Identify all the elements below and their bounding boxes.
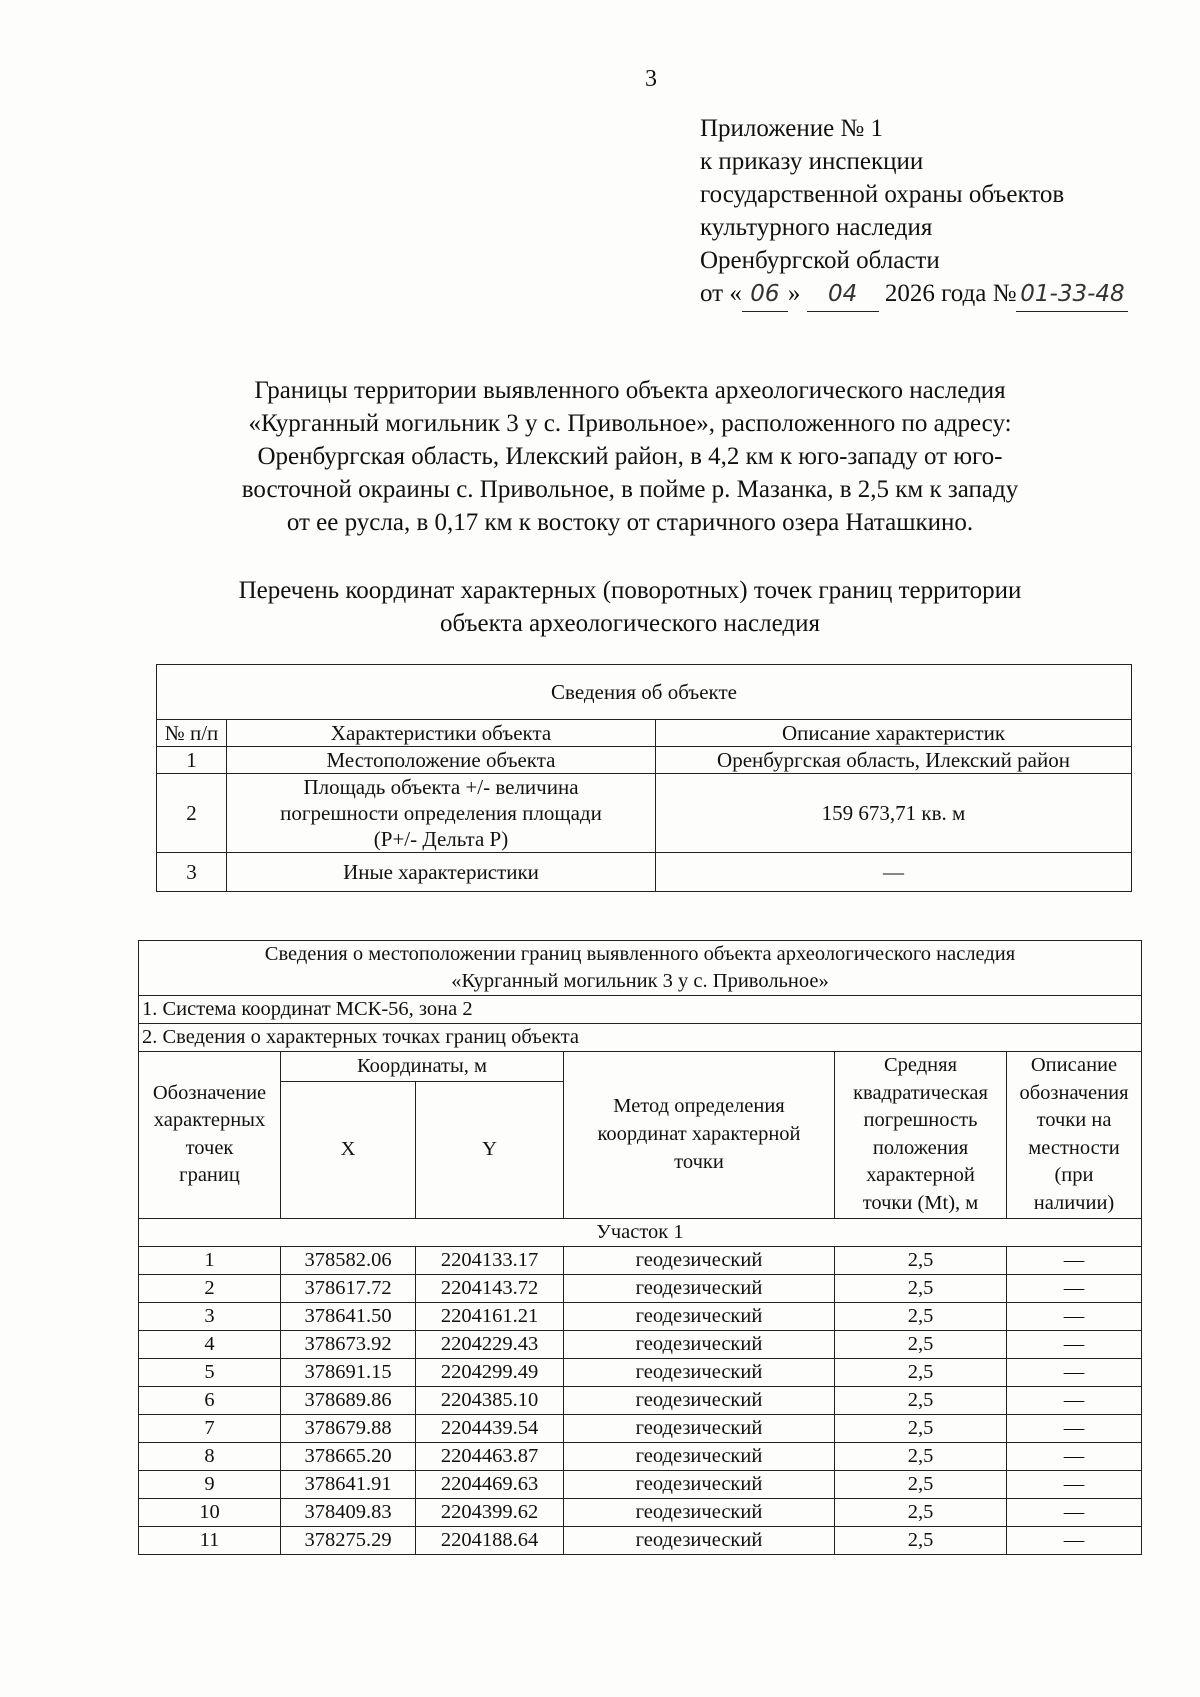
header-line: местности [1028, 1136, 1120, 1159]
row-name-line: (Р+/- Дельта Р) [373, 827, 509, 851]
row-value: 159 673,71 кв. м [656, 774, 1132, 853]
table-row [139, 1386, 1142, 1414]
method: геодезический [564, 1442, 835, 1470]
mean-error: 2,5 [835, 1358, 1007, 1386]
table-row [139, 1414, 1142, 1442]
row-name: Иные характеристики [227, 853, 656, 892]
subtitle-line: Перечень координат характерных (поворотных) точек границ территории [238, 577, 1022, 604]
date-day: 06 [742, 278, 788, 312]
table-row [139, 1442, 1142, 1470]
row-name: Местоположение объекта [227, 747, 656, 774]
point-description: — [1007, 1274, 1142, 1302]
header-coordinates: Координаты, м [281, 1052, 564, 1082]
point-number: 9 [139, 1470, 281, 1498]
mean-error: 2,5 [835, 1302, 1007, 1330]
coord-x: 378689.86 [281, 1386, 416, 1414]
date-sep: » [787, 280, 801, 307]
coord-y: 2204439.54 [416, 1414, 564, 1442]
point-number: 1 [139, 1246, 281, 1274]
coord-y: 2204385.10 [416, 1386, 564, 1414]
coord-x: 378641.91 [281, 1470, 416, 1498]
point-description: — [1007, 1246, 1142, 1274]
table-row [139, 1246, 1142, 1274]
point-description: — [1007, 1330, 1142, 1358]
table-row [139, 1302, 1142, 1330]
header-line: (при [1054, 1164, 1094, 1187]
subtitle-line: объекта археологического наследия [440, 610, 820, 637]
mean-error: 2,5 [835, 1330, 1007, 1358]
mean-error: 2,5 [835, 1246, 1007, 1274]
coord-y: 2204463.87 [416, 1442, 564, 1470]
point-description: — [1007, 1386, 1142, 1414]
coord-y: 2204161.21 [416, 1302, 564, 1330]
point-description: — [1007, 1526, 1142, 1554]
header-line: координат характерной [597, 1122, 801, 1145]
title-line: восточной окраины с. Привольное, в пойме р. Мазанка, в 2,5 км к западу [241, 476, 1019, 503]
table-row [139, 1470, 1142, 1498]
row-num: 1 [157, 747, 227, 774]
header-line: Обозначение [152, 1081, 267, 1104]
coord-y: 2204133.17 [416, 1246, 564, 1274]
table-row [139, 1498, 1142, 1526]
table-row [139, 1330, 1142, 1358]
coord-x: 378617.72 [281, 1274, 416, 1302]
order-date-line [700, 277, 1128, 312]
header-line: характерной [866, 1164, 975, 1187]
point-number: 6 [139, 1386, 281, 1414]
point-number: 8 [139, 1442, 281, 1470]
coord-x: 378673.92 [281, 1330, 416, 1358]
header-y: Y [416, 1081, 564, 1218]
header-line: Описание [1030, 1054, 1118, 1076]
title-line: от ее русла, в 0,17 км к востоку от старичного озера Наташкино. [286, 509, 974, 536]
table-row [139, 1526, 1142, 1554]
header-designation [139, 1052, 281, 1219]
coords-table-caption [139, 941, 1142, 996]
point-number: 4 [139, 1330, 281, 1358]
caption-line: Сведения о местоположении границ выявленного объекта археологического наследия [264, 943, 1016, 965]
row-num: 2 [157, 774, 227, 853]
method: геодезический [564, 1414, 835, 1442]
section-heading: Участок 1 [139, 1218, 1142, 1246]
header-num: № п/п [157, 720, 227, 747]
point-number: 5 [139, 1358, 281, 1386]
header-line: обозначения [1019, 1081, 1129, 1104]
table-row [139, 1274, 1142, 1302]
point-number: 3 [139, 1302, 281, 1330]
coord-y: 2204229.43 [416, 1330, 564, 1358]
header-line: точки на [1036, 1109, 1112, 1132]
mean-error: 2,5 [835, 1526, 1007, 1554]
coord-x: 378691.15 [281, 1358, 416, 1386]
order-number: 01-33-48 [1016, 278, 1128, 312]
header-line: погрешность [863, 1109, 978, 1132]
mean-error: 2,5 [835, 1386, 1007, 1414]
method: геодезический [564, 1386, 835, 1414]
method: геодезический [564, 1526, 835, 1554]
method: геодезический [564, 1470, 835, 1498]
header-method [564, 1052, 835, 1219]
title-line: Границы территории выявленного объекта археологического наследия [254, 377, 1006, 404]
mean-error: 2,5 [835, 1442, 1007, 1470]
header-line: Средняя [883, 1054, 957, 1076]
header-line: точки (Mt), м [862, 1191, 979, 1214]
appendix-line: государственной охраны объектов [700, 181, 1065, 208]
appendix-line: Приложение № 1 [700, 115, 884, 142]
header-line: Метод определения [613, 1095, 785, 1118]
header-point-description [1007, 1052, 1142, 1219]
document-title [180, 374, 1080, 539]
coordinates-table [138, 940, 1142, 1555]
method: геодезический [564, 1498, 835, 1526]
point-description: — [1007, 1414, 1142, 1442]
mean-error: 2,5 [835, 1498, 1007, 1526]
coords-rows [139, 1246, 1142, 1554]
coord-y: 2204299.49 [416, 1358, 564, 1386]
point-description: — [1007, 1358, 1142, 1386]
row-value: — [656, 853, 1132, 892]
object-info-table [156, 664, 1132, 892]
point-description: — [1007, 1498, 1142, 1526]
coord-x: 378582.06 [281, 1246, 416, 1274]
coord-x: 378665.20 [281, 1442, 416, 1470]
coord-y: 2204188.64 [416, 1526, 564, 1554]
title-line: Оренбургская область, Илекский район, в 4,2 км к юго-западу от юго- [257, 443, 1003, 470]
header-line: границ [179, 1164, 240, 1187]
header-error [835, 1052, 1007, 1219]
point-number: 7 [139, 1414, 281, 1442]
header-line: точек [185, 1136, 234, 1159]
coord-x: 378679.88 [281, 1414, 416, 1442]
method: геодезический [564, 1330, 835, 1358]
point-description: — [1007, 1442, 1142, 1470]
points-heading: 2. Сведения о характерных точках границ объекта [139, 1024, 1142, 1052]
coord-x: 378641.50 [281, 1302, 416, 1330]
appendix-line: Оренбургской области [700, 247, 940, 274]
mean-error: 2,5 [835, 1470, 1007, 1498]
row-name-line: погрешности определения площади [280, 801, 602, 825]
coord-x: 378409.83 [281, 1498, 416, 1526]
header-characteristics: Характеристики объекта [227, 720, 656, 747]
point-description: — [1007, 1470, 1142, 1498]
point-description: — [1007, 1302, 1142, 1330]
appendix-line: к приказу инспекции [700, 148, 924, 175]
row-name [227, 774, 656, 853]
date-prefix: от « [700, 280, 742, 307]
table-row [139, 1358, 1142, 1386]
header-line: квадратическая [853, 1081, 988, 1104]
mean-error: 2,5 [835, 1414, 1007, 1442]
header-description: Описание характеристик [656, 720, 1132, 747]
row-num: 3 [157, 853, 227, 892]
mean-error: 2,5 [835, 1274, 1007, 1302]
header-line: характерных [153, 1109, 266, 1132]
row-value: Оренбургская область, Илекский район [656, 747, 1132, 774]
appendix-line: культурного наследия [700, 214, 933, 241]
header-line: наличии) [1033, 1191, 1115, 1214]
coord-y: 2204469.63 [416, 1470, 564, 1498]
caption-line: «Курганный могильник 3 у с. Привольное» [451, 970, 829, 992]
coord-y: 2204399.62 [416, 1498, 564, 1526]
header-line: положения [872, 1136, 969, 1159]
appendix-block [700, 112, 1128, 312]
coord-x: 378275.29 [281, 1526, 416, 1554]
method: геодезический [564, 1302, 835, 1330]
date-month: 04 [807, 278, 879, 312]
coordinate-system: 1. Система координат МСК-56, зона 2 [139, 996, 1142, 1024]
title-line: «Курганный могильник 3 у с. Привольное», расположенного по адресу: [248, 410, 1012, 437]
page-number: 3 [645, 66, 657, 92]
point-number: 10 [139, 1498, 281, 1526]
coord-y: 2204143.72 [416, 1274, 564, 1302]
header-line: точки [674, 1150, 724, 1173]
row-name-line: Площадь объекта +/- величина [303, 775, 579, 799]
date-year: 2026 года № [884, 280, 1017, 307]
document-subtitle [180, 574, 1080, 640]
method: геодезический [564, 1274, 835, 1302]
method: геодезический [564, 1358, 835, 1386]
method: геодезический [564, 1246, 835, 1274]
point-number: 11 [139, 1526, 281, 1554]
header-x: X [281, 1081, 416, 1218]
point-number: 2 [139, 1274, 281, 1302]
object-table-caption: Сведения об объекте [157, 665, 1132, 720]
